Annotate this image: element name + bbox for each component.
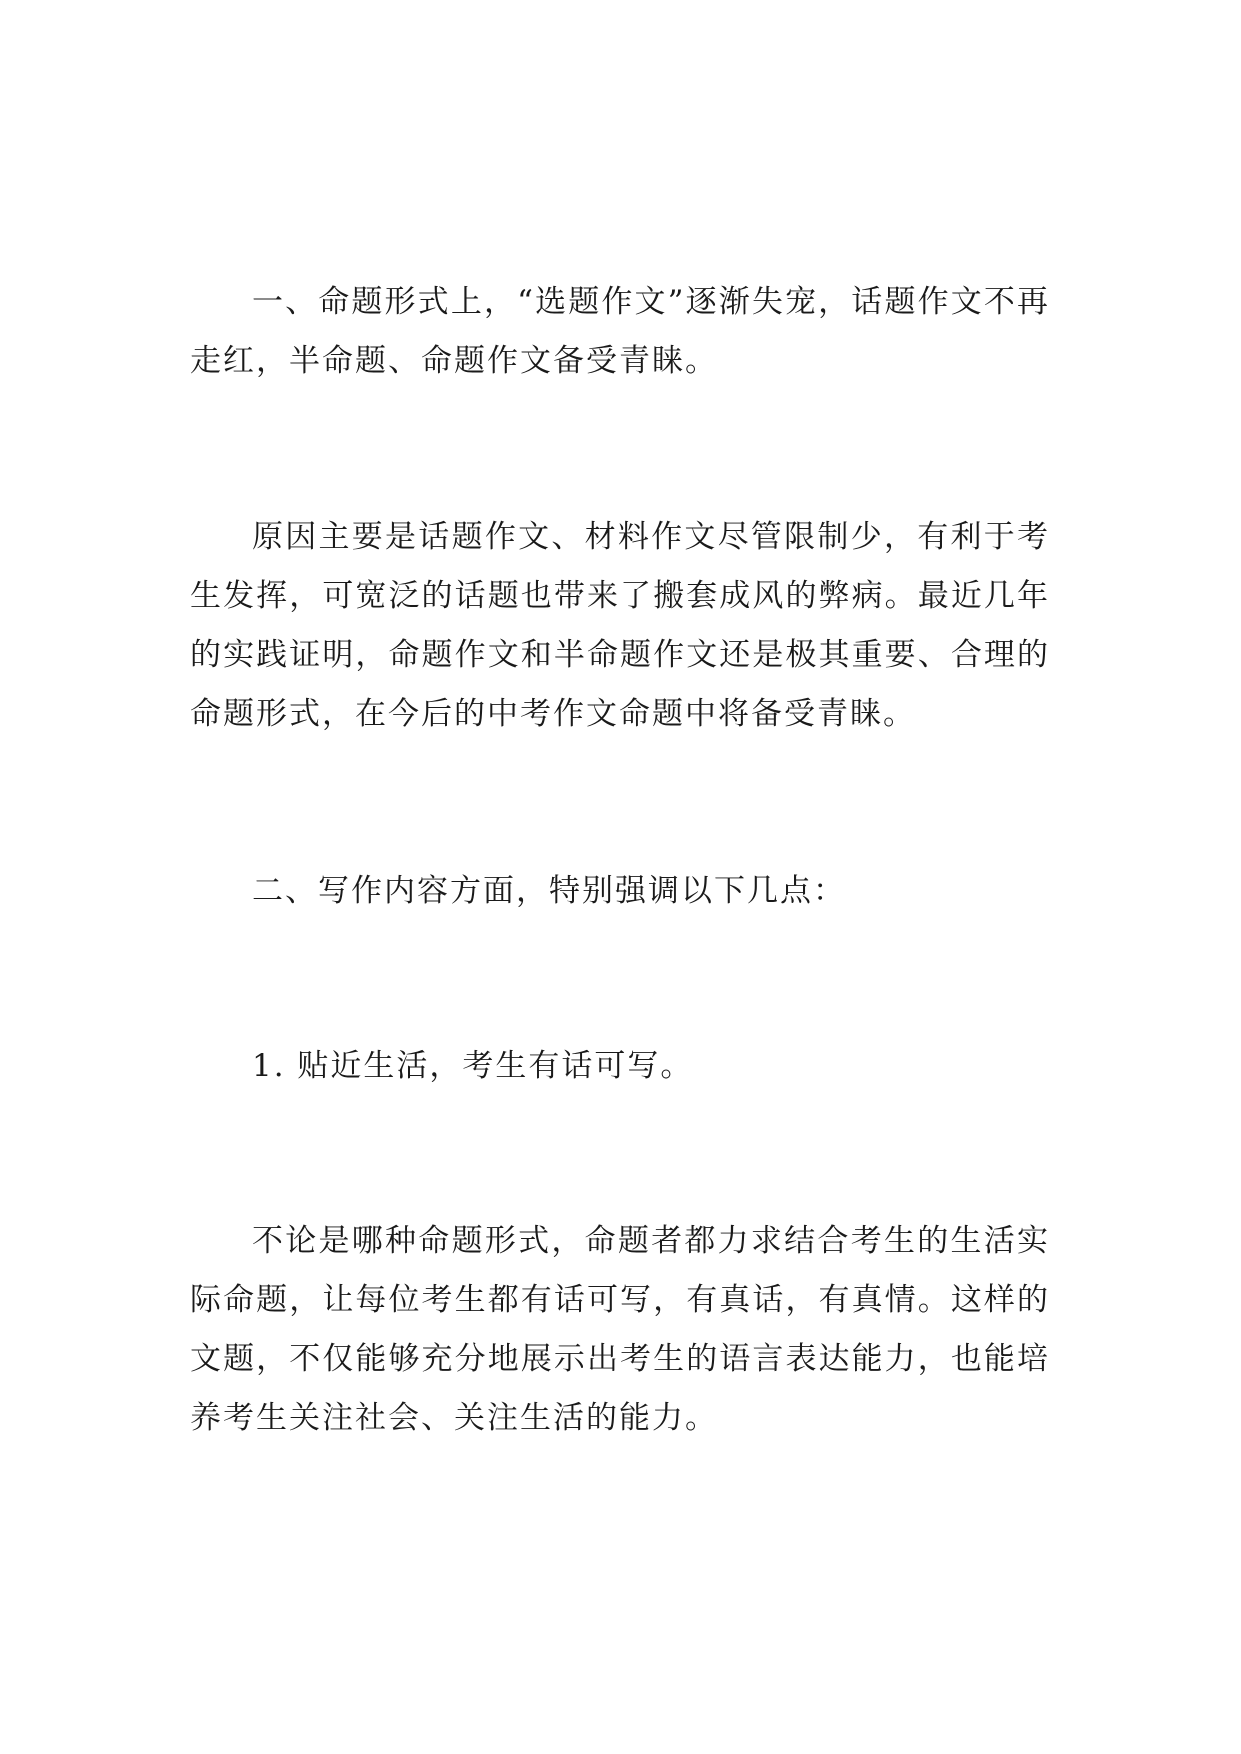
paragraph-reasons: 原因主要是话题作文、材料作文尽管限制少，有利于考生发挥，可宽泛的话题也带来了搬套成风的弊病。最近几年的实践证明，命题作文和半命题作文还是极其重要、合理的命题形式，在今后的中考作文命题中将备受青睐。 <box>190 519 1050 732</box>
paragraph-point-one: 1. 贴近生活，考生有话可写。 <box>252 1048 694 1084</box>
paragraph-life-practice: 不论是哪种命题形式，命题者都力求结合考生的生活实际命题，让每位考生都有话可写，有真话，有真情。这样的文题，不仅能够充分地展示出考生的语言表达能力，也能培养考生关注社会、关注生活的能力。 <box>190 1223 1050 1436</box>
paragraph-content-heading: 二、写作内容方面，特别强调以下几点： <box>252 873 846 909</box>
paragraph-proposition-form: 一、命题形式上，“选题作文”逐渐失宠，话题作文不再走红，半命题、命题作文备受青睐。 <box>190 284 1050 379</box>
